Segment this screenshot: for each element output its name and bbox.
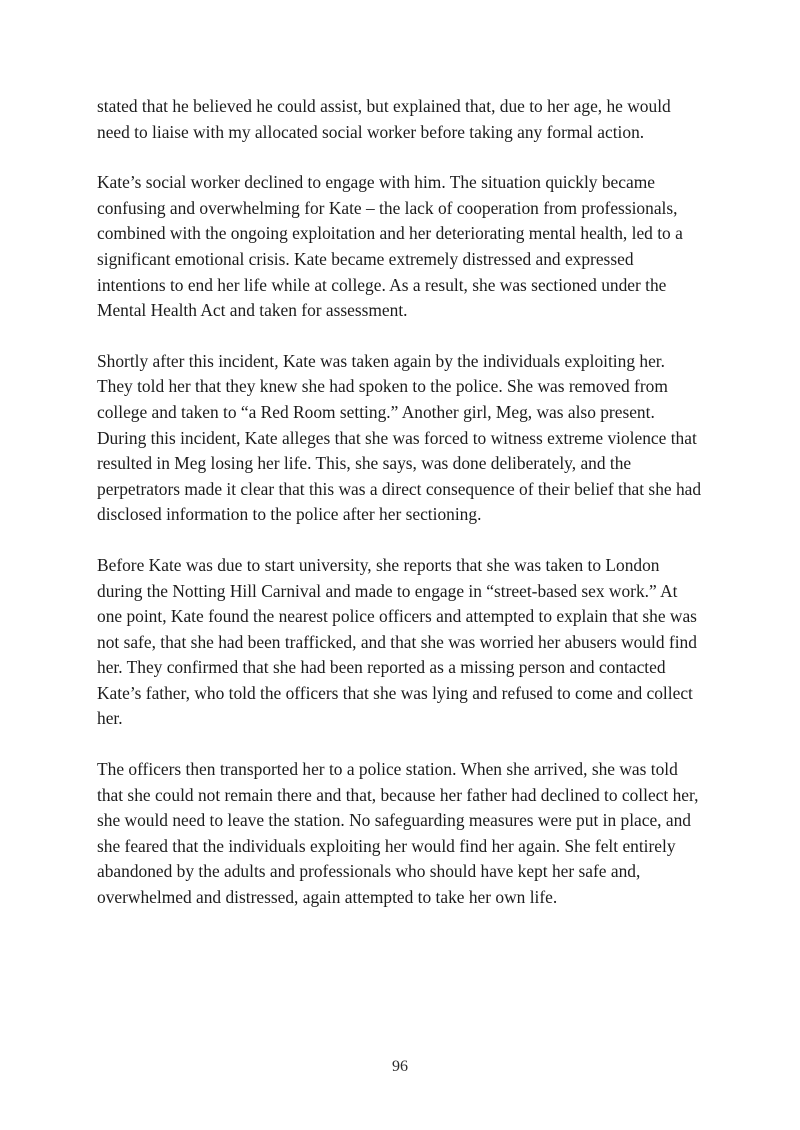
paragraph: Before Kate was due to start university, she reports that she was taken to London during the Notting Hill Carnival and made to engage in “street-based sex work.” At one point, Kate found the nearest police officers and attempted to explain that she was not safe, that she had been trafficked, and that she was worried her abusers would find her. They confirmed that she had been reported as a missing person and contacted Kate’s father, who told the officers that she was lying and refused to come and collect her.	[97, 554, 697, 729]
paragraph: The officers then transported her to a police station. When she arrived, she was told that she could not remain there and that, because her father had declined to collect her, she would need to leave the station. No safeguarding measures were put in place, and she feared that the individuals exploiting her would find her again. She felt entirely abandoned by the adults and professionals who should have kept her safe and, overwhelmed and distressed, again attempted to take her own life.	[97, 759, 699, 908]
paragraph: stated that he believed he could assist, but explained that, due to her age, he would need to liaise with my allocated social worker before taking any formal action.	[97, 96, 671, 142]
body-text	[97, 94, 702, 936]
page-number: 96	[392, 1058, 408, 1075]
paragraph: Shortly after this incident, Kate was taken again by the individuals exploiting her. They told her that they knew she had spoken to the police. She was removed from college and taken to “a Red Room setting.” Another girl, Meg, was also present. During this incident, Kate alleges that she was forced to witness extreme violence that resulted in Meg losing her life. This, she says, was done deliberately, and the perpetrators made it clear that this was a direct consequence of their belief that she had disclosed information to the police after her sectioning.	[97, 350, 702, 525]
paragraph: Kate’s social worker declined to engage with him. The situation quickly became confusing and overwhelming for Kate – the lack of cooperation from professionals, combined with the ongoing exploitation and her deteriorating mental health, led to a significant emotional crisis. Kate became extremely distressed and expressed intentions to end her life while at college. As a result, she was sectioned under the Mental Health Act and taken for assessment.	[97, 172, 683, 321]
